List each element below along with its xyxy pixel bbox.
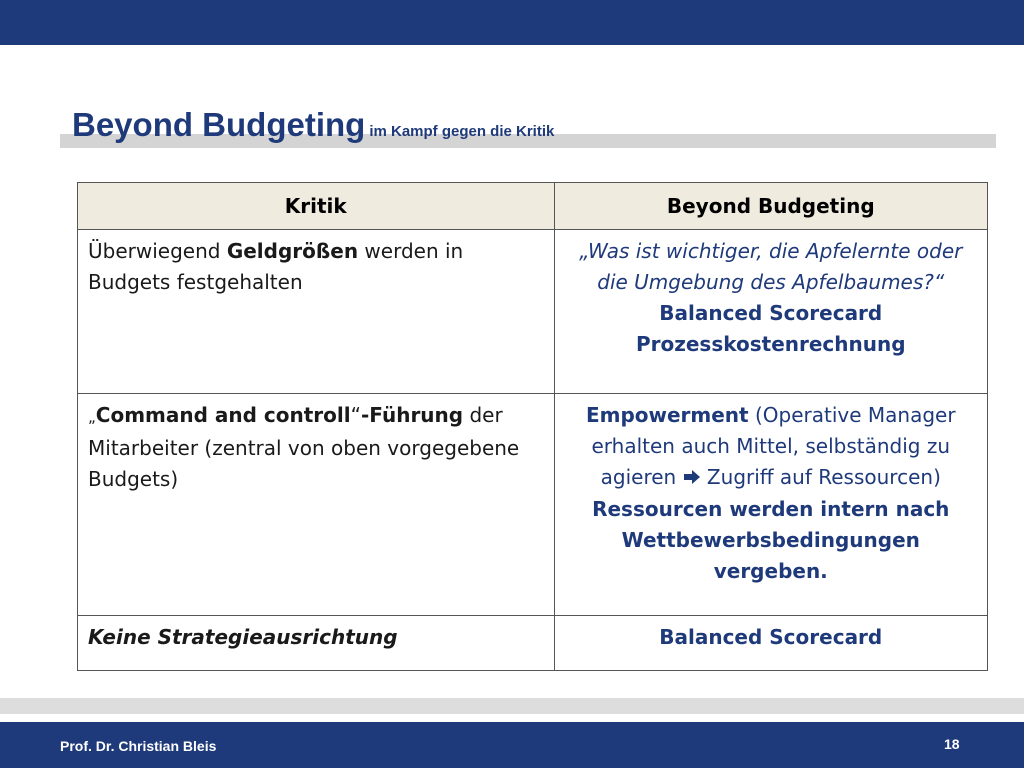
slide-title-main: Beyond Budgeting	[72, 106, 366, 143]
empowerment-text	[563, 400, 979, 494]
page-number: 18	[944, 736, 960, 752]
slide-title	[72, 106, 554, 144]
arrow-right-icon	[683, 463, 701, 494]
ressourcen-conclusion: Ressourcen werden intern nach Wettbewerbsbedingungen vergeben.	[592, 497, 950, 583]
open-quote-mark: „	[88, 408, 96, 426]
footer-author: Prof. Dr. Christian Bleis	[60, 738, 217, 754]
cell-emphasis: Geldgrößen	[226, 239, 359, 263]
beyond-budgeting-cell: Balanced Scorecard	[554, 616, 987, 671]
footer-divider	[0, 698, 1024, 714]
top-banner	[0, 0, 1024, 45]
cell-emphasis: Command and controll	[95, 403, 351, 427]
comparison-table	[77, 182, 988, 671]
slide-subtitle: im Kampf gegen die Kritik	[369, 123, 555, 140]
beyond-budgeting-cell	[554, 230, 987, 394]
cell-text: Zugriff auf Ressourcen)	[700, 465, 941, 489]
kritik-cell: Keine Strategieausrichtung	[78, 616, 555, 671]
kritik-cell	[78, 394, 555, 616]
cell-text: Überwiegend	[88, 239, 227, 263]
remedy-prozesskostenrechnung: Prozesskostenrechnung	[635, 332, 906, 356]
table-row	[78, 394, 988, 616]
cell-text: werden in Budgets festgehalten	[88, 239, 464, 294]
close-quote-mark: “	[350, 403, 361, 427]
column-header-beyond-budgeting: Beyond Budgeting	[554, 183, 987, 230]
table-row	[78, 230, 988, 394]
cell-text: der Mitarbeiter (zentral von oben vorgegebene Budgets)	[88, 403, 520, 491]
cell-emphasis: -Führung	[361, 403, 464, 427]
remedy-balanced-scorecard: Balanced Scorecard	[659, 301, 883, 325]
empowerment-label: Empowerment	[585, 403, 749, 427]
kritik-cell	[78, 230, 555, 394]
table-header-row	[78, 183, 988, 230]
beyond-budgeting-cell	[554, 394, 987, 616]
table-row	[78, 616, 988, 671]
column-header-kritik: Kritik	[78, 183, 555, 230]
cell-text: (Operative Manager erhalten auch Mittel, selbständig zu agieren	[591, 403, 956, 489]
apple-quote: „Was ist wichtiger, die Apfelernte oder die Umgebung des Apfelbaumes?“	[579, 239, 963, 294]
